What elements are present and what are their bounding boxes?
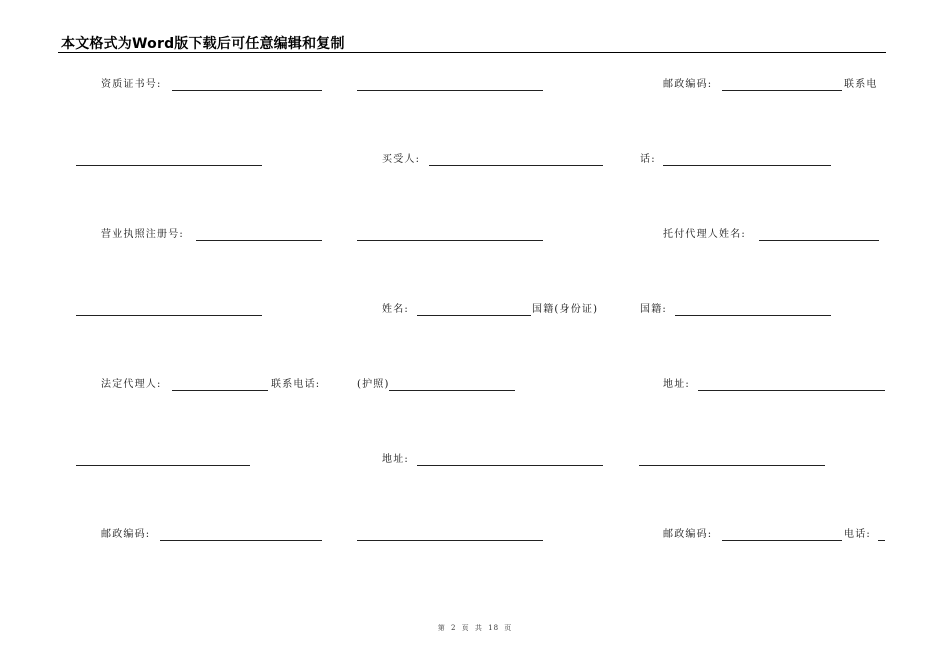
document-header-title: 本文格式为Word版下载后可任意编辑和复制	[61, 36, 345, 52]
page-current-number: 2	[450, 624, 457, 632]
total-unit: 页	[504, 624, 513, 632]
form-row-2	[0, 153, 950, 169]
blank-field-r7-middle[interactable]	[357, 540, 543, 541]
total-prefix: 共	[474, 624, 483, 632]
legal-rep-field[interactable]	[172, 390, 268, 391]
passport-label: (护照)	[357, 379, 390, 390]
business-license-field[interactable]	[196, 240, 322, 241]
postal-code-field-left[interactable]	[160, 540, 322, 541]
blank-field-r4-left[interactable]	[76, 315, 262, 316]
name-label: 姓名:	[382, 304, 409, 315]
blank-field-r2-left[interactable]	[76, 165, 262, 166]
passport-field[interactable]	[389, 390, 515, 391]
postal-code-label: 邮政编码:	[663, 79, 713, 90]
form-row-4	[0, 303, 950, 319]
proxy-name-field[interactable]	[759, 240, 879, 241]
postal-code-label-left: 邮政编码:	[101, 529, 151, 540]
form-row-1	[0, 78, 950, 94]
blank-field-r1-middle[interactable]	[357, 90, 543, 91]
address-field[interactable]	[698, 390, 885, 391]
postal-code-field-right[interactable]	[722, 540, 842, 541]
name-field[interactable]	[417, 315, 531, 316]
page-total-number: 18	[488, 624, 500, 632]
blank-field-r6-right[interactable]	[639, 465, 825, 466]
phone-field[interactable]	[878, 540, 885, 541]
address-label: 地址:	[663, 379, 690, 390]
form-row-5	[0, 378, 950, 394]
qualification-cert-field[interactable]	[172, 90, 322, 91]
postal-code-field[interactable]	[722, 90, 842, 91]
contact-phone-field[interactable]	[663, 165, 831, 166]
proxy-name-label: 托付代理人姓名:	[663, 229, 746, 240]
legal-rep-label: 法定代理人:	[101, 379, 162, 390]
contact-phone-label: 联系电话:	[271, 379, 321, 390]
buyer-address-field[interactable]	[417, 465, 603, 466]
page-prefix: 第	[437, 624, 446, 632]
address-label-buyer: 地址:	[382, 454, 409, 465]
contact-phone-label-part1: 联系电	[844, 79, 878, 90]
postal-code-label-right: 邮政编码:	[663, 529, 713, 540]
phone-label-part2: 话:	[640, 154, 656, 165]
nationality-label: 国籍:	[640, 304, 667, 315]
blank-field-r6-left[interactable]	[76, 465, 250, 466]
qualification-cert-label: 资质证书号:	[101, 79, 162, 90]
phone-label: 电话:	[844, 529, 871, 540]
page-footer	[0, 623, 950, 633]
blank-field-r3-middle[interactable]	[357, 240, 543, 241]
header-divider	[58, 52, 886, 53]
buyer-label: 买受人:	[382, 154, 421, 165]
form-row-7	[0, 528, 950, 544]
nationality-field[interactable]	[675, 315, 831, 316]
nationality-id-label: 国籍(身份证)	[532, 304, 599, 315]
buyer-field[interactable]	[429, 165, 603, 166]
form-row-3	[0, 228, 950, 244]
form-row-6	[0, 453, 950, 469]
business-license-label: 营业执照注册号:	[101, 229, 184, 240]
page-unit: 页	[461, 624, 470, 632]
